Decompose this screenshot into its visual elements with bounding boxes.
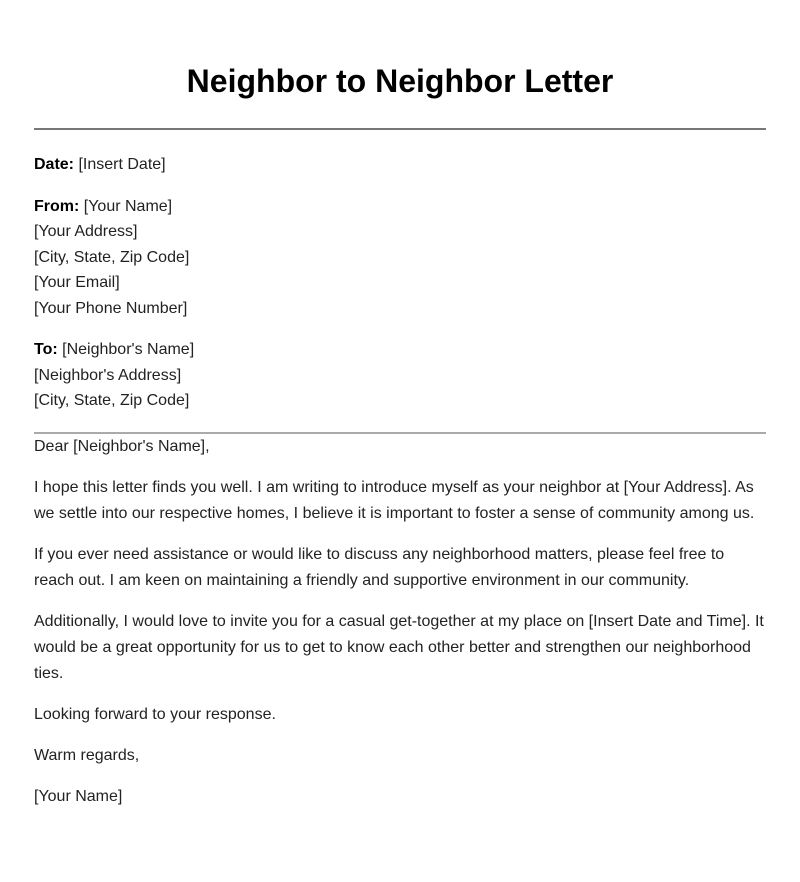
recipient-address: [Neighbor's Address] [34, 366, 182, 384]
sender-name: [Your Name] [83, 197, 173, 215]
date-line [34, 152, 766, 178]
date-block [34, 152, 766, 178]
sender-phone: [Your Phone Number] [34, 299, 188, 317]
letter-body [34, 434, 766, 810]
signature: [Your Name] [34, 787, 123, 805]
sender-city: [City, State, Zip Code] [34, 248, 190, 266]
date-label: Date: [34, 156, 75, 173]
recipient-block [34, 337, 766, 414]
sender-block [34, 194, 766, 322]
paragraph-intro: I hope this letter finds you well. I am writing to introduce myself as your neighbor at [Your Address]. As we settle into our respective homes, I believe it is important to foster a sense of community among us. [34, 478, 755, 522]
sender-name-line [34, 194, 766, 220]
sender-email: [Your Email] [34, 274, 120, 291]
recipient-city: [City, State, Zip Code] [34, 392, 190, 409]
header-divider [34, 128, 766, 130]
to-label: To: [34, 341, 58, 358]
closing: Warm regards, [34, 746, 140, 764]
from-label: From: [34, 197, 80, 215]
recipient-name-line [34, 337, 766, 363]
paragraph-invitation: Additionally, I would love to invite you for a casual get-together at my place on [Insert Date and Time]. It would be a great opportunity for us to get to know each other better and strengthen our neighborhood ties. [34, 612, 764, 682]
paragraph-closing-remark: Looking forward to your response. [34, 705, 276, 723]
recipient-name: [Neighbor's Name] [62, 341, 195, 358]
paragraph-assistance: If you ever need assistance or would like to discuss any neighborhood matters, please feel free to reach out. I am keen on maintaining a friendly and supportive environment in our community. [34, 545, 725, 589]
date-value: [Insert Date] [78, 156, 166, 173]
salutation: Dear [Neighbor's Name], [34, 437, 210, 455]
sender-address: [Your Address] [34, 223, 138, 240]
page-title: Neighbor to Neighbor Letter [186, 63, 614, 99]
